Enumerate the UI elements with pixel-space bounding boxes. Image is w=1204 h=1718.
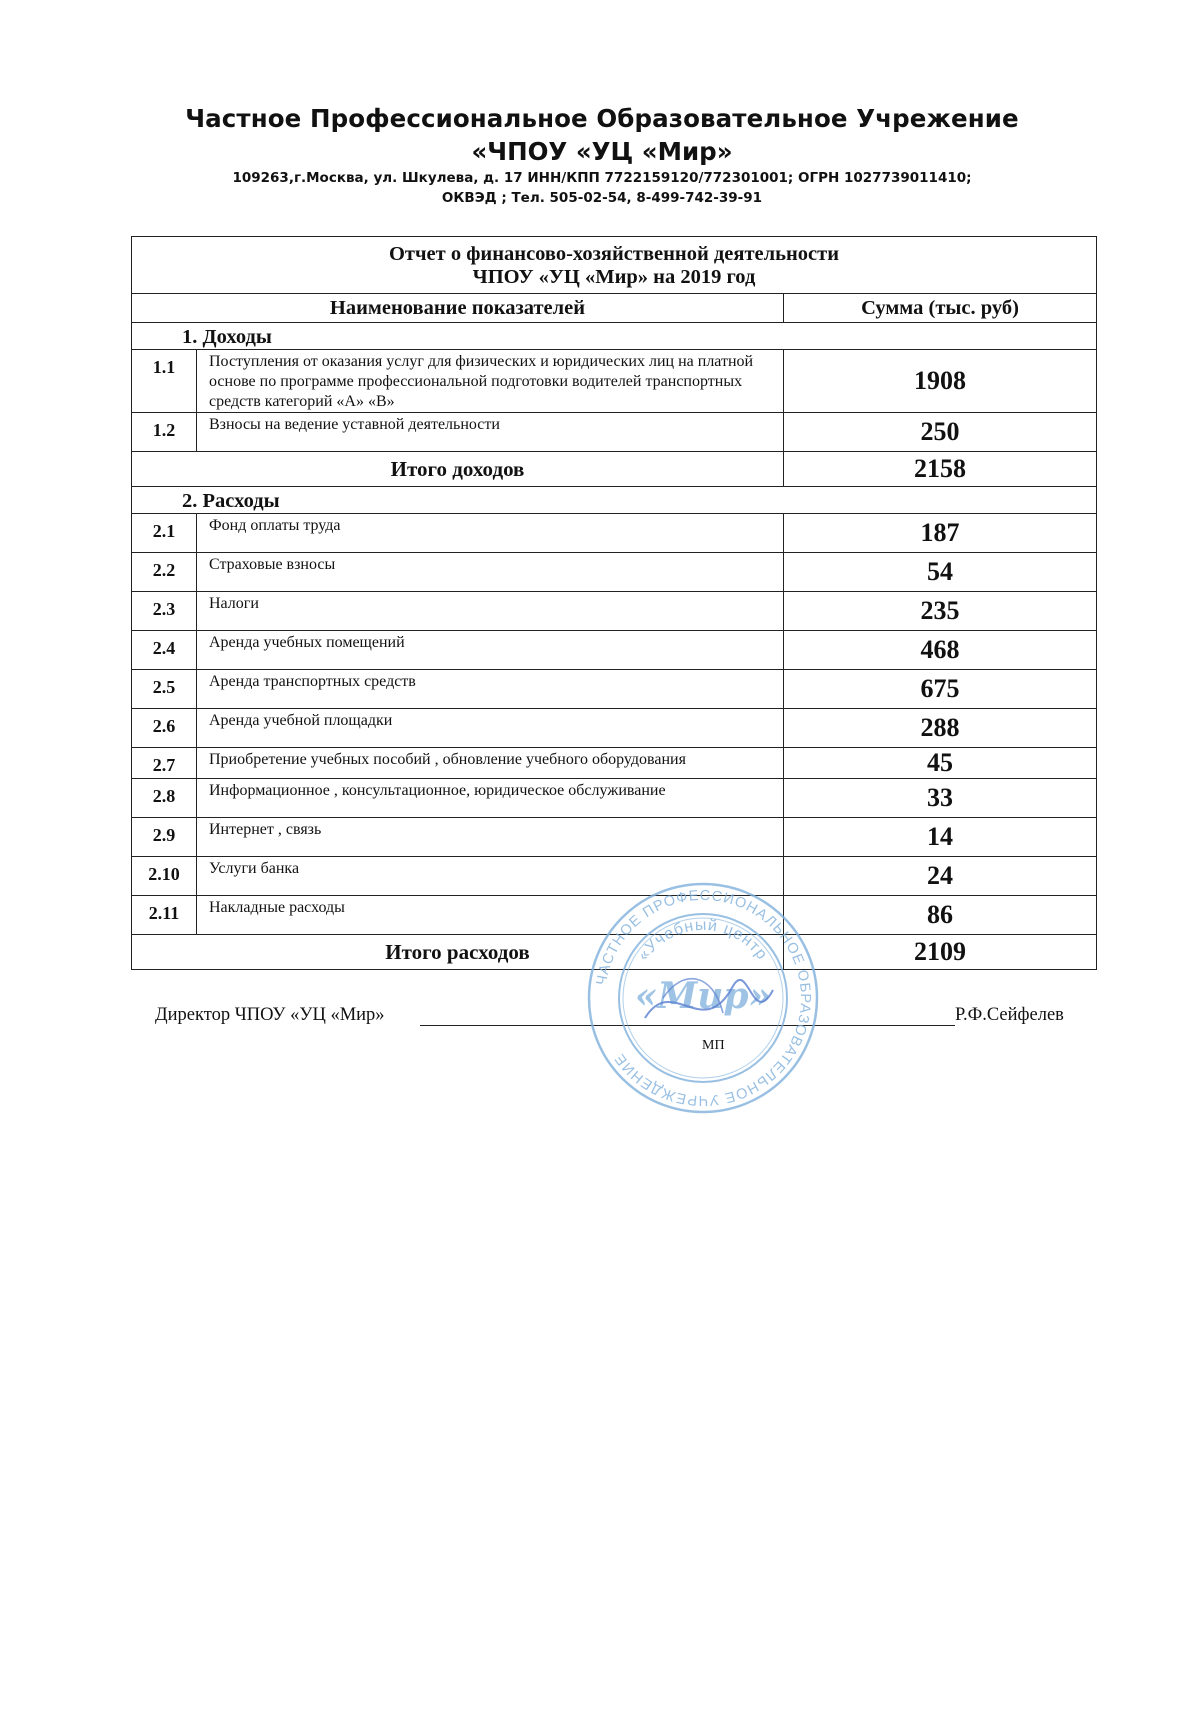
row-amount: 675 (784, 670, 1097, 709)
total-expenses-value: 2109 (784, 935, 1097, 970)
row-code: 2.1 (132, 514, 197, 553)
director-name: Р.Ф.Сейфелев (955, 1005, 1064, 1025)
table-row (132, 670, 1097, 709)
row-description: Аренда транспортных средств (197, 670, 784, 709)
row-code: 2.9 (132, 818, 197, 857)
table-row (132, 709, 1097, 748)
table-row (132, 514, 1097, 553)
row-amount: 24 (784, 857, 1097, 896)
row-code: 2.4 (132, 631, 197, 670)
organization-address: 109263,г.Москва, ул. Шкулева, д. 17 ИНН/КПП 7722159120/772301001; ОГРН 1027739011410; (232, 170, 972, 186)
row-description: Страховые взносы (197, 553, 784, 592)
organization-short-name: «ЧПОУ «УЦ «Мир» (471, 137, 733, 166)
total-expenses-label: Итого расходов (132, 935, 784, 970)
stamp-place-label: МП (702, 1038, 725, 1053)
row-description: Налоги (197, 592, 784, 631)
row-amount: 33 (784, 779, 1097, 818)
table-row (132, 748, 1097, 779)
row-description: Аренда учебных помещений (197, 631, 784, 670)
row-amount: 235 (784, 592, 1097, 631)
table-row (132, 592, 1097, 631)
row-description: Приобретение учебных пособий , обновление учебного оборудования (197, 748, 784, 779)
table-row (132, 553, 1097, 592)
row-amount: 45 (784, 748, 1097, 779)
row-code: 1.2 (132, 413, 197, 452)
organization-name: Частное Профессиональное Образовательное Учрежение (185, 104, 1019, 133)
report-title-line2: ЧПОУ «УЦ «Мир» на 2019 год (472, 266, 756, 288)
row-code: 1.1 (132, 350, 197, 413)
total-income-value: 2158 (784, 452, 1097, 487)
seal-outer-text: ЧАСТНОЕ ПРОФЕССИОНАЛЬНОЕ ОБРАЗОВАТЕЛЬНОЕ УЧРЕЖДЕНИЕ (593, 887, 814, 1109)
row-amount: 250 (784, 413, 1097, 452)
row-amount: 54 (784, 553, 1097, 592)
row-amount: 288 (784, 709, 1097, 748)
table-row (132, 631, 1097, 670)
row-amount: 1908 (784, 350, 1097, 413)
total-income-label: Итого доходов (132, 452, 784, 487)
row-code: 2.10 (132, 857, 197, 896)
row-code: 2.5 (132, 670, 197, 709)
table-row (132, 779, 1097, 818)
row-amount: 14 (784, 818, 1097, 857)
table-row (132, 350, 1097, 413)
report-title-line1: Отчет о финансово-хозяйственной деятельности (388, 243, 840, 265)
seal-inner-text: «Учебный центр (634, 916, 771, 964)
organization-contacts: ОКВЭД ; Тел. 505-02-54, 8-499-742-39-91 (441, 190, 763, 206)
row-code: 2.6 (132, 709, 197, 748)
row-description: Поступления от оказания услуг для физических и юридических лиц на платной основе по программе профессиональной подготовки водителей транспортных средств категорий «А» «В» (197, 350, 784, 413)
row-description: Фонд оплаты труда (197, 514, 784, 553)
row-description: Взносы на ведение уставной деятельности (197, 413, 784, 452)
row-description: Услуги банка (197, 857, 784, 896)
row-description: Аренда учебной площадки (197, 709, 784, 748)
row-code: 2.8 (132, 779, 197, 818)
column-header-sum: Сумма (тыс. руб) (784, 294, 1097, 323)
row-code: 2.7 (132, 748, 197, 779)
row-description: Интернет , связь (197, 818, 784, 857)
table-row (132, 818, 1097, 857)
row-code: 2.3 (132, 592, 197, 631)
seal-center-text: «Мир» (634, 975, 772, 1017)
row-description: Накладные расходы (197, 896, 784, 935)
organization-seal (583, 878, 823, 1118)
report-title (132, 237, 1097, 294)
section-income-heading: 1. Доходы (132, 323, 1097, 350)
financial-report-table (131, 236, 1097, 970)
row-code: 2.11 (132, 896, 197, 935)
row-amount: 468 (784, 631, 1097, 670)
director-label: Директор ЧПОУ «УЦ «Мир» (155, 1005, 385, 1025)
row-code: 2.2 (132, 553, 197, 592)
row-amount: 187 (784, 514, 1097, 553)
row-description: Информационное , консультационное, юридическое обслуживание (197, 779, 784, 818)
section-expenses-heading: 2. Расходы (132, 487, 1097, 514)
row-amount: 86 (784, 896, 1097, 935)
table-row (132, 413, 1097, 452)
column-header-name: Наименование показателей (132, 294, 784, 323)
